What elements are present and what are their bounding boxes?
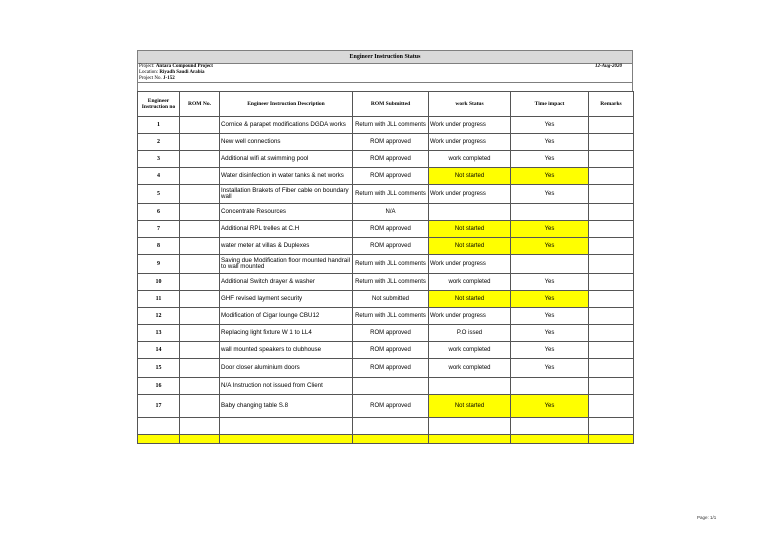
time-impact-cell: Yes	[511, 117, 589, 134]
rom-no-cell	[180, 395, 220, 418]
time-impact-cell: Yes	[511, 274, 589, 291]
rom-submitted-cell: Return with JLL comments	[353, 255, 429, 274]
rom-submitted-cell: ROM approved	[353, 325, 429, 342]
project-number-row	[138, 76, 632, 82]
description-cell: Saving due Modification floor mounted handrail to wall mounted	[220, 255, 353, 274]
description-cell: water meter at villas & Duplexes	[220, 238, 353, 255]
rom-submitted-cell: Return with JLL comments	[353, 117, 429, 134]
time-impact-cell: Yes	[511, 238, 589, 255]
description-cell: Baby changing table S.8	[220, 395, 353, 418]
project-label: Project:	[139, 64, 155, 69]
rom-submitted-cell: ROM approved	[353, 359, 429, 378]
remarks-cell	[589, 274, 634, 291]
rom-no-cell	[180, 168, 220, 185]
description-cell: Additional RPL trelles at C.H	[220, 221, 353, 238]
description-cell: Door closer aluminium doors	[220, 359, 353, 378]
empty-cell	[138, 418, 180, 435]
col-header-rom-no: ROM No.	[180, 92, 220, 117]
table-row	[138, 221, 634, 238]
no-cell: 17	[138, 395, 180, 418]
no-cell: 1	[138, 117, 180, 134]
description-cell: Cornice & parapet modifications DGDA works	[220, 117, 353, 134]
table-row	[138, 185, 634, 204]
rom-no-cell	[180, 325, 220, 342]
rom-no-cell	[180, 255, 220, 274]
table-row	[138, 151, 634, 168]
rom-submitted-cell: ROM approved	[353, 221, 429, 238]
empty-highlight-row	[138, 435, 634, 444]
location-value: Riyadh Saudi Arabia	[159, 70, 205, 75]
col-header-rom-submitted: ROM Submitted	[353, 92, 429, 117]
empty-cell	[180, 435, 220, 444]
no-cell: 11	[138, 291, 180, 308]
table-header-row	[138, 92, 634, 117]
description-cell: Installation Brakets of Fiber cable on boundary wall	[220, 185, 353, 204]
remarks-cell	[589, 395, 634, 418]
work-status-cell: P.O issed	[429, 325, 511, 342]
time-impact-cell	[511, 255, 589, 274]
rom-no-cell	[180, 204, 220, 221]
rom-submitted-cell: ROM approved	[353, 151, 429, 168]
table-row	[138, 117, 634, 134]
table-row	[138, 291, 634, 308]
no-cell: 3	[138, 151, 180, 168]
remarks-cell	[589, 117, 634, 134]
work-status-cell	[429, 378, 511, 395]
time-impact-cell: Yes	[511, 134, 589, 151]
remarks-cell	[589, 185, 634, 204]
empty-cell	[353, 418, 429, 435]
remarks-cell	[589, 134, 634, 151]
rom-no-cell	[180, 308, 220, 325]
time-impact-cell: Yes	[511, 325, 589, 342]
time-impact-cell	[511, 204, 589, 221]
empty-cell	[589, 435, 634, 444]
remarks-cell	[589, 221, 634, 238]
work-status-cell: work completed	[429, 342, 511, 359]
time-impact-cell	[511, 378, 589, 395]
project-number-value: J-152	[163, 76, 175, 81]
report-sheet	[137, 50, 633, 444]
work-status-cell: Not started	[429, 238, 511, 255]
remarks-cell	[589, 325, 634, 342]
empty-cell	[180, 418, 220, 435]
empty-cell	[220, 435, 353, 444]
description-cell: Replacing light fixture W 1 to LL4	[220, 325, 353, 342]
rom-no-cell	[180, 359, 220, 378]
remarks-cell	[589, 291, 634, 308]
work-status-cell	[429, 204, 511, 221]
empty-cell	[589, 418, 634, 435]
col-header-time-impact: Time impact	[511, 92, 589, 117]
rom-submitted-cell: Return with JLL comments	[353, 274, 429, 291]
empty-cell	[429, 418, 511, 435]
remarks-cell	[589, 359, 634, 378]
remarks-cell	[589, 378, 634, 395]
no-cell: 2	[138, 134, 180, 151]
rom-no-cell	[180, 221, 220, 238]
empty-cell	[353, 435, 429, 444]
empty-cell	[138, 435, 180, 444]
empty-cell	[220, 418, 353, 435]
location-label: Location:	[139, 70, 159, 75]
time-impact-cell: Yes	[511, 395, 589, 418]
work-status-cell: Work under progress	[429, 308, 511, 325]
rom-no-cell	[180, 185, 220, 204]
time-impact-cell: Yes	[511, 151, 589, 168]
description-cell: wall mounted speakers to clubhouse	[220, 342, 353, 359]
description-cell: Additional wifi at swimming pool	[220, 151, 353, 168]
time-impact-cell: Yes	[511, 291, 589, 308]
rom-submitted-cell: Return with JLL comments	[353, 308, 429, 325]
work-status-cell: Work under progress	[429, 255, 511, 274]
rom-no-cell	[180, 274, 220, 291]
rom-submitted-cell	[353, 378, 429, 395]
remarks-cell	[589, 308, 634, 325]
table-row	[138, 308, 634, 325]
no-cell: 13	[138, 325, 180, 342]
time-impact-cell: Yes	[511, 308, 589, 325]
rom-submitted-cell: ROM approved	[353, 134, 429, 151]
empty-cell	[511, 435, 589, 444]
no-cell: 8	[138, 238, 180, 255]
work-status-cell: work completed	[429, 274, 511, 291]
col-header-no: Engineer Instruction no	[138, 92, 180, 117]
description-cell: Additional Switch drayer & washer	[220, 274, 353, 291]
spacer-row	[137, 82, 633, 91]
no-cell: 4	[138, 168, 180, 185]
no-cell: 15	[138, 359, 180, 378]
table-row	[138, 325, 634, 342]
remarks-cell	[589, 168, 634, 185]
rom-submitted-cell: ROM approved	[353, 238, 429, 255]
rom-no-cell	[180, 342, 220, 359]
report-title: Engineer Instruction Status	[137, 50, 633, 63]
work-status-cell: Work under progress	[429, 117, 511, 134]
table-row	[138, 168, 634, 185]
description-cell: GHF revised layment security	[220, 291, 353, 308]
description-cell: N/A Instruction not issued from Client	[220, 378, 353, 395]
no-cell: 7	[138, 221, 180, 238]
table-row	[138, 204, 634, 221]
time-impact-cell: Yes	[511, 221, 589, 238]
empty-cell	[429, 435, 511, 444]
table-row	[138, 395, 634, 418]
rom-no-cell	[180, 134, 220, 151]
rom-no-cell	[180, 291, 220, 308]
time-impact-cell: Yes	[511, 342, 589, 359]
empty-row	[138, 418, 634, 435]
instruction-table	[137, 91, 634, 444]
time-impact-cell: Yes	[511, 185, 589, 204]
table-row	[138, 359, 634, 378]
no-cell: 16	[138, 378, 180, 395]
no-cell: 5	[138, 185, 180, 204]
rom-submitted-cell: Not submitted	[353, 291, 429, 308]
work-status-cell: work completed	[429, 151, 511, 168]
no-cell: 10	[138, 274, 180, 291]
rom-no-cell	[180, 378, 220, 395]
work-status-cell: work completed	[429, 359, 511, 378]
description-cell: Concentrate Resources	[220, 204, 353, 221]
col-header-remarks: Remarks	[589, 92, 634, 117]
empty-cell	[511, 418, 589, 435]
rom-submitted-cell: Return with JLL comments	[353, 185, 429, 204]
table-body	[138, 117, 634, 444]
no-cell: 9	[138, 255, 180, 274]
work-status-cell: Not started	[429, 221, 511, 238]
description-cell: Water disinfection in water tanks & net works	[220, 168, 353, 185]
remarks-cell	[589, 342, 634, 359]
rom-no-cell	[180, 117, 220, 134]
rom-no-cell	[180, 238, 220, 255]
work-status-cell: Not started	[429, 291, 511, 308]
rom-submitted-cell: ROM approved	[353, 342, 429, 359]
table-row	[138, 238, 634, 255]
report-date: 12-Aug-2020	[595, 64, 622, 69]
table-row	[138, 255, 634, 274]
project-value: Antara Compound Project	[155, 64, 213, 69]
remarks-cell	[589, 151, 634, 168]
time-impact-cell: Yes	[511, 359, 589, 378]
time-impact-cell: Yes	[511, 168, 589, 185]
remarks-cell	[589, 255, 634, 274]
project-number-label: Project No.	[139, 76, 162, 81]
rom-submitted-cell: ROM approved	[353, 168, 429, 185]
work-status-cell: Not started	[429, 168, 511, 185]
rom-no-cell	[180, 151, 220, 168]
rom-submitted-cell: N/A	[353, 204, 429, 221]
description-cell: New well connections	[220, 134, 353, 151]
table-row	[138, 342, 634, 359]
description-cell: Modification of Cigar lounge CBU12	[220, 308, 353, 325]
table-row	[138, 134, 634, 151]
remarks-cell	[589, 204, 634, 221]
no-cell: 6	[138, 204, 180, 221]
project-info	[137, 63, 633, 82]
table-row	[138, 378, 634, 395]
work-status-cell: Work under progress	[429, 134, 511, 151]
page-number: Page: 1/1	[697, 515, 717, 520]
table-row	[138, 274, 634, 291]
no-cell: 14	[138, 342, 180, 359]
col-header-description: Engineer Instruction Description	[220, 92, 353, 117]
work-status-cell: Work under progress	[429, 185, 511, 204]
rom-submitted-cell: ROM approved	[353, 395, 429, 418]
remarks-cell	[589, 238, 634, 255]
col-header-work-status: work Status	[429, 92, 511, 117]
no-cell: 12	[138, 308, 180, 325]
work-status-cell: Not started	[429, 395, 511, 418]
